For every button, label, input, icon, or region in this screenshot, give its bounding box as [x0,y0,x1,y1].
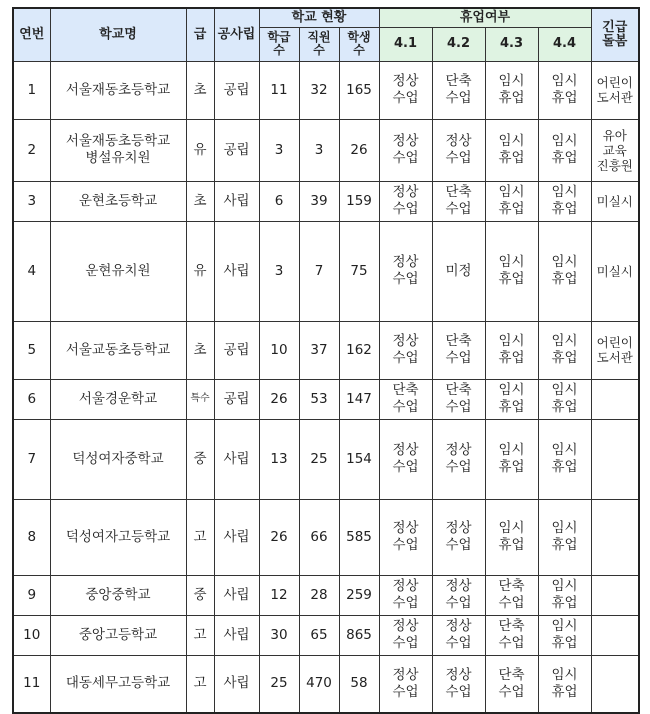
staff-count: 65 [299,615,339,655]
row-number: 2 [13,119,50,181]
closure-4-2: 단축 수업 [432,61,485,119]
row-number: 5 [13,321,50,379]
closure-4-2: 단축 수업 [432,181,485,221]
class-count: 26 [259,379,299,419]
row-number: 7 [13,419,50,499]
school-type: 공립 [214,321,259,379]
staff-count: 470 [299,655,339,713]
school-type: 공립 [214,379,259,419]
school-grade: 고 [186,655,214,713]
closure-4-3: 단축 수업 [485,615,538,655]
staff-count: 25 [299,419,339,499]
closure-4-4: 임시 휴업 [538,499,591,575]
staff-count: 37 [299,321,339,379]
emergency-care [591,655,639,713]
school-grade: 유 [186,119,214,181]
class-count: 26 [259,499,299,575]
header-closure: 휴업여부 [379,8,591,27]
class-count: 3 [259,119,299,181]
staff-count: 28 [299,575,339,615]
emergency-care: 유아 교육 진흥원 [591,119,639,181]
closure-4-1: 정상 수업 [379,119,432,181]
closure-4-4: 임시 휴업 [538,575,591,615]
closure-4-3: 단축 수업 [485,575,538,615]
table-row [13,499,639,575]
school-grade: 중 [186,419,214,499]
table-row [13,321,639,379]
closure-4-3: 임시 휴업 [485,321,538,379]
closure-4-2: 단축 수업 [432,379,485,419]
staff-count: 3 [299,119,339,181]
emergency-care [591,499,639,575]
school-closure-table-container [12,7,640,714]
closure-4-4: 임시 휴업 [538,379,591,419]
closure-4-2: 정상 수업 [432,499,485,575]
closure-4-1: 정상 수업 [379,615,432,655]
table-body [13,61,639,713]
school-grade: 중 [186,575,214,615]
class-count: 11 [259,61,299,119]
closure-4-4: 임시 휴업 [538,61,591,119]
header-date-4-1: 4.1 [379,27,432,61]
school-name: 중앙중학교 [50,575,186,615]
school-type: 사립 [214,615,259,655]
emergency-care [591,379,639,419]
closure-4-4: 임시 휴업 [538,321,591,379]
row-number: 8 [13,499,50,575]
emergency-care: 미실시 [591,181,639,221]
closure-4-2: 정상 수업 [432,419,485,499]
emergency-care: 어린이 도서관 [591,321,639,379]
header-students: 학생 수 [339,27,379,61]
emergency-care: 어린이 도서관 [591,61,639,119]
school-type: 공립 [214,119,259,181]
table-row [13,379,639,419]
header-emergency-care: 긴급 돌봄 [591,8,639,61]
student-count: 162 [339,321,379,379]
school-type: 사립 [214,499,259,575]
table-row [13,615,639,655]
header-classes: 학급 수 [259,27,299,61]
emergency-care [591,419,639,499]
closure-4-1: 단축 수업 [379,379,432,419]
closure-4-1: 정상 수업 [379,655,432,713]
class-count: 12 [259,575,299,615]
school-grade: 초 [186,61,214,119]
closure-4-3: 임시 휴업 [485,61,538,119]
class-count: 6 [259,181,299,221]
school-name: 덕성여자중학교 [50,419,186,499]
closure-4-4: 임시 휴업 [538,119,591,181]
closure-4-1: 정상 수업 [379,499,432,575]
closure-4-1: 정상 수업 [379,419,432,499]
closure-4-4: 임시 휴업 [538,655,591,713]
closure-4-1: 정상 수업 [379,221,432,321]
row-number: 3 [13,181,50,221]
closure-4-3: 임시 휴업 [485,419,538,499]
class-count: 30 [259,615,299,655]
header-school-name: 학교명 [50,8,186,61]
staff-count: 7 [299,221,339,321]
table-row [13,575,639,615]
school-grade: 특수 [186,379,214,419]
header-school-status: 학교 현황 [259,8,379,27]
class-count: 10 [259,321,299,379]
school-grade: 고 [186,499,214,575]
closure-4-4: 임시 휴업 [538,221,591,321]
table-row [13,61,639,119]
school-type: 사립 [214,181,259,221]
header-grade: 급 [186,8,214,61]
school-type: 사립 [214,221,259,321]
school-type: 사립 [214,419,259,499]
closure-4-2: 정상 수업 [432,575,485,615]
closure-4-1: 정상 수업 [379,61,432,119]
student-count: 75 [339,221,379,321]
school-grade: 초 [186,321,214,379]
emergency-care [591,575,639,615]
closure-4-3: 임시 휴업 [485,499,538,575]
header-date-4-3: 4.3 [485,27,538,61]
school-grade: 초 [186,181,214,221]
row-number: 6 [13,379,50,419]
student-count: 26 [339,119,379,181]
staff-count: 39 [299,181,339,221]
student-count: 165 [339,61,379,119]
table-row [13,221,639,321]
school-type: 사립 [214,655,259,713]
staff-count: 66 [299,499,339,575]
student-count: 865 [339,615,379,655]
class-count: 13 [259,419,299,499]
closure-4-4: 임시 휴업 [538,615,591,655]
header-no: 연번 [13,8,50,61]
school-name: 운현초등학교 [50,181,186,221]
closure-4-2: 미정 [432,221,485,321]
closure-4-4: 임시 휴업 [538,181,591,221]
school-name: 서울재동초등학교 병설유치원 [50,119,186,181]
school-name: 대동세무고등학교 [50,655,186,713]
student-count: 259 [339,575,379,615]
school-grade: 고 [186,615,214,655]
school-name: 운현유치원 [50,221,186,321]
closure-4-3: 단축 수업 [485,655,538,713]
table-row [13,119,639,181]
table-row [13,419,639,499]
table-row [13,181,639,221]
closure-4-4: 임시 휴업 [538,419,591,499]
school-type: 공립 [214,61,259,119]
class-count: 3 [259,221,299,321]
closure-4-1: 정상 수업 [379,321,432,379]
school-name: 서울경운학교 [50,379,186,419]
row-number: 4 [13,221,50,321]
school-name: 중앙고등학교 [50,615,186,655]
school-name: 서울재동초등학교 [50,61,186,119]
header-staff: 직원 수 [299,27,339,61]
student-count: 147 [339,379,379,419]
table-row [13,655,639,713]
emergency-care: 미실시 [591,221,639,321]
emergency-care [591,615,639,655]
staff-count: 53 [299,379,339,419]
class-count: 25 [259,655,299,713]
header-type: 공사립 [214,8,259,61]
school-grade: 유 [186,221,214,321]
school-closure-table [12,7,640,714]
header-date-4-4: 4.4 [538,27,591,61]
student-count: 159 [339,181,379,221]
school-name: 서울교동초등학교 [50,321,186,379]
student-count: 58 [339,655,379,713]
school-type: 사립 [214,575,259,615]
row-number: 10 [13,615,50,655]
closure-4-3: 임시 휴업 [485,379,538,419]
closure-4-2: 정상 수업 [432,655,485,713]
row-number: 11 [13,655,50,713]
closure-4-3: 임시 휴업 [485,119,538,181]
row-number: 1 [13,61,50,119]
closure-4-2: 정상 수업 [432,119,485,181]
closure-4-1: 정상 수업 [379,575,432,615]
closure-4-3: 임시 휴업 [485,181,538,221]
student-count: 154 [339,419,379,499]
header-date-4-2: 4.2 [432,27,485,61]
student-count: 585 [339,499,379,575]
staff-count: 32 [299,61,339,119]
closure-4-3: 임시 휴업 [485,221,538,321]
closure-4-1: 정상 수업 [379,181,432,221]
school-name: 덕성여자고등학교 [50,499,186,575]
row-number: 9 [13,575,50,615]
closure-4-2: 정상 수업 [432,615,485,655]
closure-4-2: 단축 수업 [432,321,485,379]
